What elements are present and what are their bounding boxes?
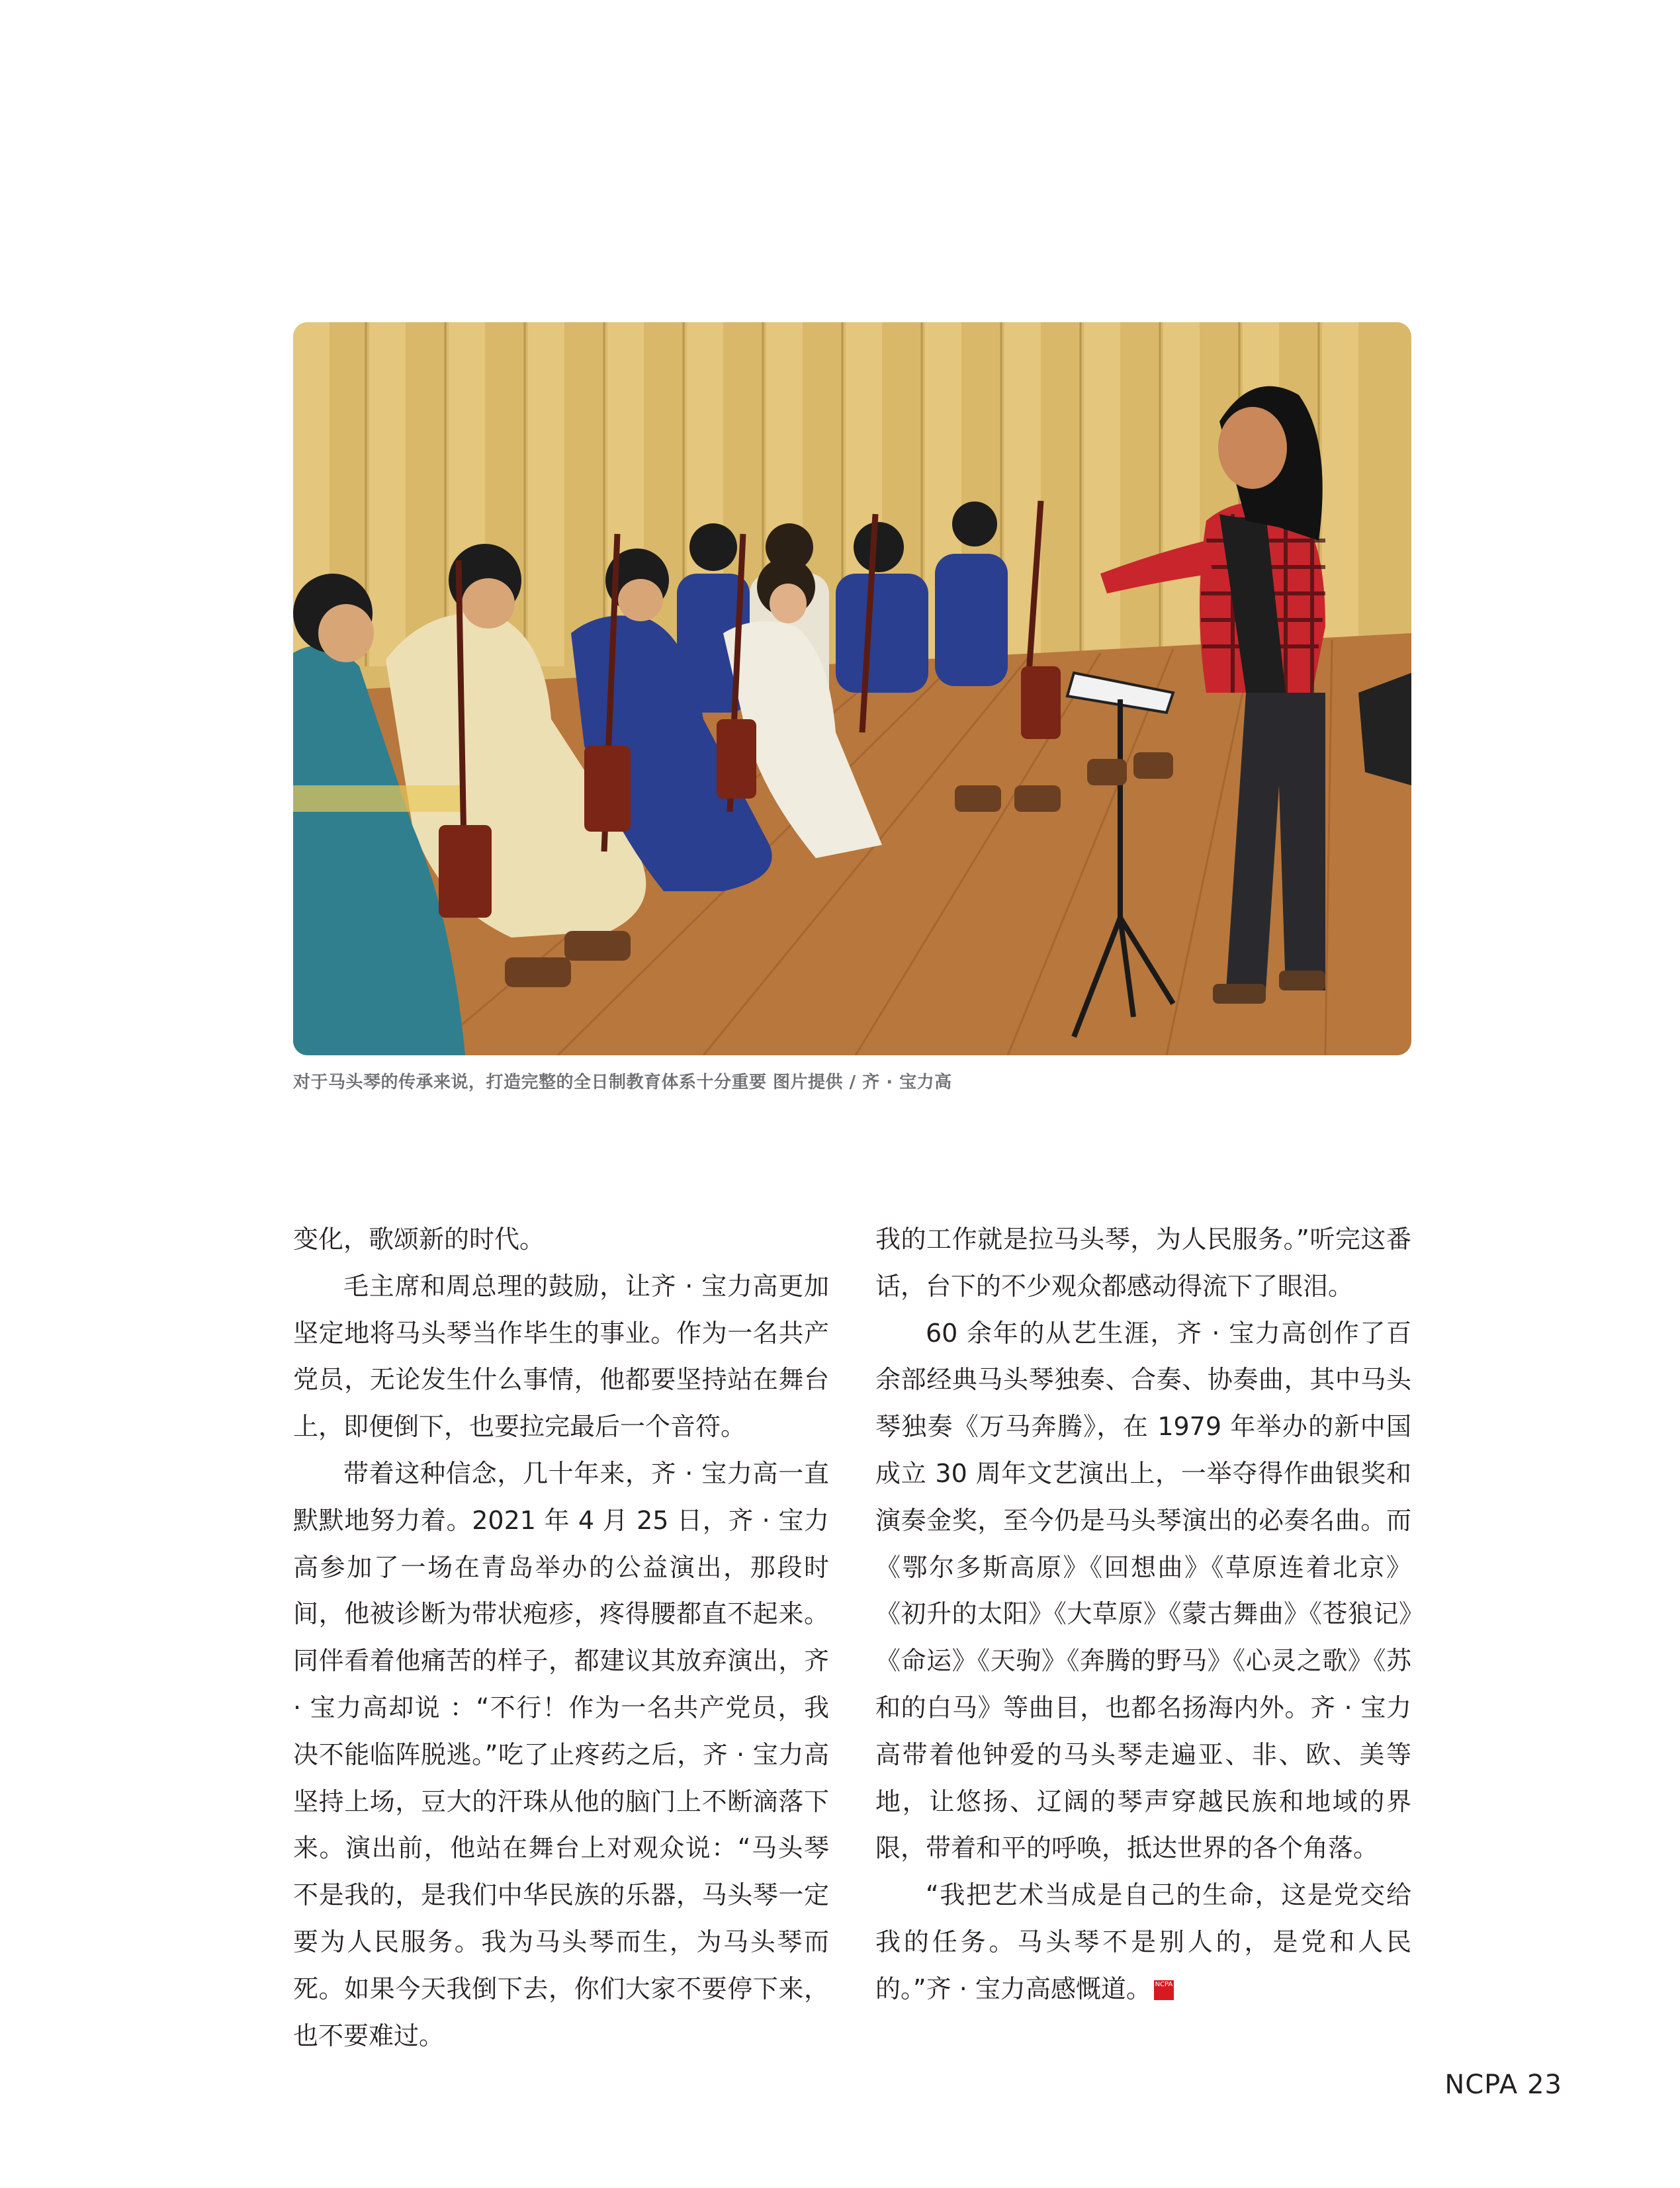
paragraph: 毛主席和周总理的鼓励，让齐 · 宝力高更加坚定地将马头琴当作毕生的事业。作为一名共产党员，无论发生什么事情，他都要坚持站在舞台上，即便倒下，也要拉完最后一个音符。 [293, 1271, 829, 1442]
photo-caption: 对于马头琴的传承来说，打造完整的全日制教育体系十分重要 图片提供 / 齐 · 宝力高 [293, 1072, 952, 1092]
article-column-left [293, 1216, 829, 2059]
paragraph: 变化，歌颂新的时代。 [293, 1225, 545, 1254]
article-photo [293, 322, 1411, 1055]
paragraph: 60 余年的从艺生涯，齐 · 宝力高创作了百余部经典马头琴独奏、合奏、协奏曲，其中马头琴独奏《万马奔腾》，在 1979 年举办的新中国成立 30 周年文艺演出上，一举夺得作曲银奖和演奏金奖，至今仍是马头琴演出的必奏名曲。而《鄂尔多斯高原》《回想曲》《草原连着北京》《初升的太阳》《大草原》《蒙古舞曲》《苍狼记》《命运》《天驹》《奔腾的野马》《心灵之歌》《苏和的白马》等曲目，也都名扬海内外。齐 · 宝力高带着他钟爱的马头琴走遍亚、非、欧、美等地，让悠扬、辽阔的琴声穿越民族和地域的界限，带着和平的呼唤，抵达世界的各个角落。 [875, 1318, 1411, 1863]
page-number: 23 [1527, 2070, 1562, 2100]
page-folio [1444, 2070, 1562, 2100]
article-column-right [875, 1216, 1411, 2013]
paragraph-final [875, 1872, 1411, 2012]
magazine-name: NCPA [1444, 2070, 1519, 2100]
paragraph: 带着这种信念，几十年来，齐 · 宝力高一直默默地努力着。2021 年 4 月 25 日，齐 · 宝力高参加了一场在青岛举办的公益演出，那段时间，他被诊断为带状疱疹，疼得腰都直不起来。同伴看着他痛苦的样子，都建议其放弃演出，齐 · 宝力高却说 ：“不行！作为一名共产党员，我决不能临阵脱逃。”吃了止疼药之后，齐 · 宝力高坚持上场，豆大的汗珠从他的脑门上不断滴落下来。演出前，他站在舞台上对观众说：“马头琴不是我的，是我们中华民族的乐器，马头琴一定要为人民服务。我为马头琴而生，为马头琴而死。如果今天我倒下去，你们大家不要停下来，也不要难过。 [293, 1458, 829, 2050]
paragraph-text: “我把艺术当成是自己的生命，这是党交给我的任务。马头琴不是别人的，是党和人民的。”齐 · 宝力高感慨道。 [875, 1880, 1411, 2003]
end-mark-icon: NCPA [1154, 1980, 1174, 2000]
paragraph: 我的工作就是拉马头琴，为人民服务。”听完这番话，台下的不少观众都感动得流下了眼泪。 [875, 1225, 1411, 1301]
